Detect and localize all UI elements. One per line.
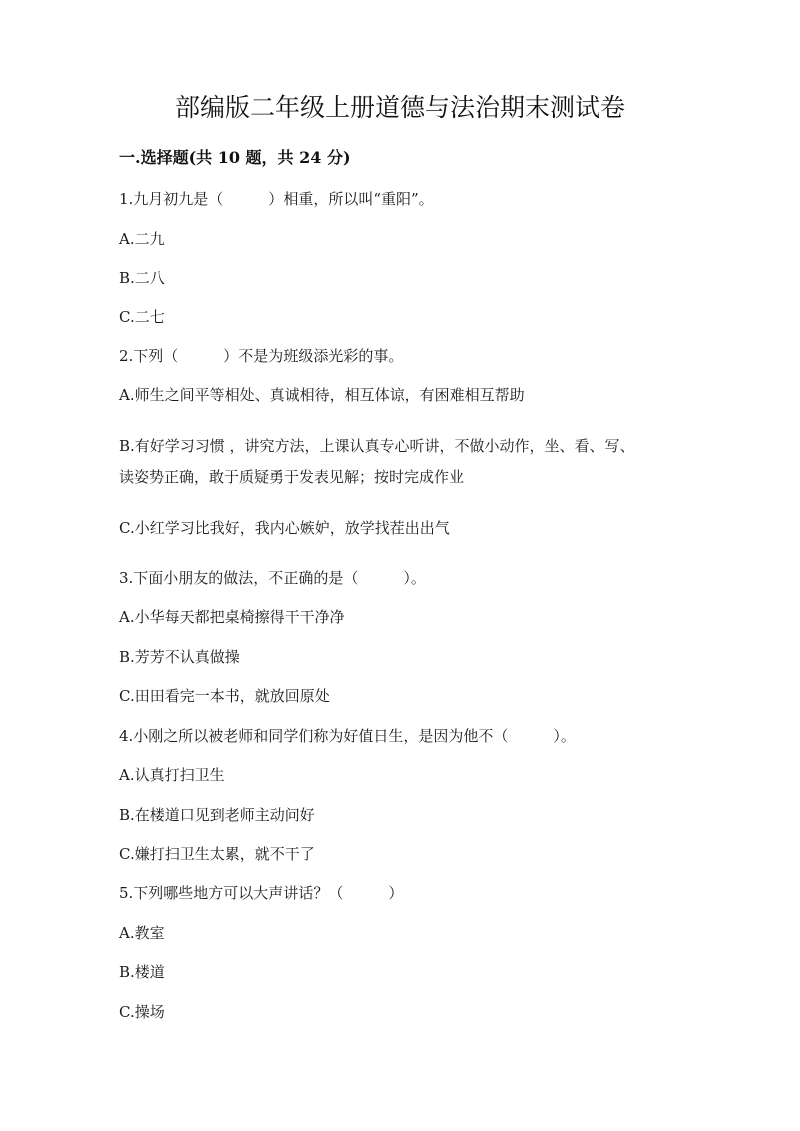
question-5-option-b: B.楼道 [119,963,165,981]
question-3-stem: 3.下面小朋友的做法，不正确的是（ ）。 [119,569,426,587]
section-header: 一.选择题(共 10 题，共 24 分) [119,148,351,167]
question-5-option-c: C.操场 [119,1003,165,1021]
question-4-option-c: C.嫌打扫卫生太累，就不干了 [119,845,315,863]
question-1-option-a: A.二九 [119,230,165,248]
question-3-option-a: A.小华每天都把桌椅擦得干干净净 [119,608,345,626]
question-4-stem: 4.小刚之所以被老师和同学们称为好值日生，是因为他不（ ）。 [119,727,576,745]
question-2-option-c: C.小红学习比我好，我内心嫉妒，放学找茬出出气 [119,519,450,537]
question-2-option-b-continued: 读姿势正确，敢于质疑勇于发表见解；按时完成作业 [119,468,465,486]
question-1-option-b: B.二八 [119,269,165,287]
question-4-option-b: B.在楼道口见到老师主动问好 [119,806,315,824]
question-5-stem: 5.下列哪些地方可以大声讲话？（ ） [119,884,404,902]
question-3-option-b: B.芳芳不认真做操 [119,648,240,666]
question-2-stem: 2.下列（ ）不是为班级添光彩的事。 [119,347,404,365]
question-1-stem: 1.九月初九是（ ）相重，所以叫“重阳”。 [119,190,434,208]
question-2-option-b: B.有好学习习惯 ，讲究方法，上课认真专心听讲，不做小动作，坐、看、写、 [119,437,635,455]
question-2-option-a: A.师生之间平等相处、真诚相待，相互体谅，有困难相互帮助 [119,386,525,404]
page-title: 部编版二年级上册道德与法治期末测试卷 [174,93,625,122]
question-3-option-c: C.田田看完一本书，就放回原处 [119,687,330,705]
question-4-option-a: A.认真打扫卫生 [119,766,225,784]
question-5-option-a: A.教室 [119,924,165,942]
question-1-option-c: C.二七 [119,308,165,326]
